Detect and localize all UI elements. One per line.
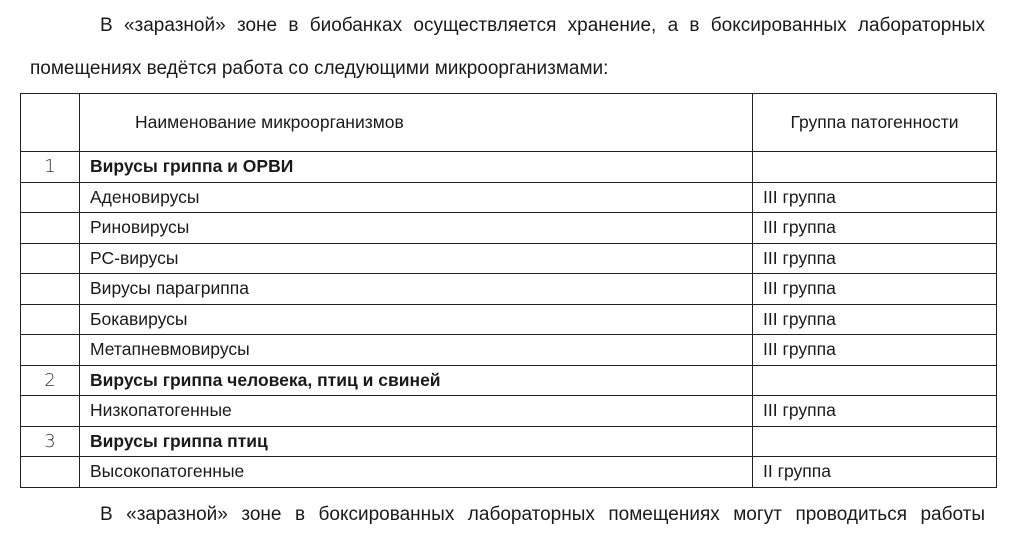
pathogenicity-group-cell: III группа — [753, 243, 997, 274]
pathogenicity-group-cell — [753, 426, 997, 457]
row-number-cell: 3 — [21, 426, 80, 457]
row-number-cell: 1 — [21, 152, 80, 183]
microorganism-name-cell: Бокавирусы — [80, 304, 753, 335]
table-row — [21, 182, 997, 213]
row-number-cell — [21, 243, 80, 274]
table-row — [21, 396, 997, 427]
pathogenicity-group-cell: III группа — [753, 304, 997, 335]
header-group-cell: Группа патогенности — [753, 94, 997, 152]
table-row — [21, 213, 997, 244]
microorganism-name-cell: Вирусы гриппа птиц — [80, 426, 753, 457]
table-row — [21, 243, 997, 274]
microorganism-name-cell: Вирусы гриппа и ОРВИ — [80, 152, 753, 183]
pathogenicity-group-cell: III группа — [753, 213, 997, 244]
row-number-cell — [21, 457, 80, 488]
pathogenicity-group-cell: III группа — [753, 396, 997, 427]
pathogenicity-group-cell: III группа — [753, 335, 997, 366]
header-name-cell: Наименование микроорганизмов — [80, 94, 753, 152]
row-number-cell — [21, 274, 80, 305]
table-row — [21, 335, 997, 366]
table-row — [21, 457, 997, 488]
microorganism-name-cell: Высокопатогенные — [80, 457, 753, 488]
continuation-paragraph: В «заразной» зоне в боксированных лабораторных помещениях могут проводиться работы — [100, 504, 985, 525]
intro-paragraph: В «заразной» зоне в биобанках осуществляется хранение, а в боксированных лабораторных помещениях ведётся работа со следующими микроорганизмами: — [30, 15, 985, 79]
pathogenicity-group-cell: III группа — [753, 274, 997, 305]
microorganism-name-cell: РС-вирусы — [80, 243, 753, 274]
table-row — [21, 274, 997, 305]
table-group-row — [21, 152, 997, 183]
row-number-cell — [21, 396, 80, 427]
microorganism-name-cell: Риновирусы — [80, 213, 753, 244]
row-number-cell — [21, 335, 80, 366]
microorganisms-table — [20, 93, 997, 488]
pathogenicity-group-cell — [753, 365, 997, 396]
pathogenicity-group-cell: II группа — [753, 457, 997, 488]
header-number-cell — [21, 94, 80, 152]
table-header-row — [21, 94, 997, 152]
microorganism-name-cell: Низкопатогенные — [80, 396, 753, 427]
microorganism-name-cell: Вирусы парагриппа — [80, 274, 753, 305]
row-number-cell — [21, 304, 80, 335]
microorganism-name-cell: Вирусы гриппа человека, птиц и свиней — [80, 365, 753, 396]
table-group-row — [21, 426, 997, 457]
row-number-cell — [21, 213, 80, 244]
row-number-cell — [21, 182, 80, 213]
pathogenicity-group-cell: III группа — [753, 182, 997, 213]
pathogenicity-group-cell — [753, 152, 997, 183]
table-row — [21, 304, 997, 335]
table-group-row — [21, 365, 997, 396]
microorganism-name-cell: Метапневмовирусы — [80, 335, 753, 366]
row-number-cell: 2 — [21, 365, 80, 396]
microorganism-name-cell: Аденовирусы — [80, 182, 753, 213]
